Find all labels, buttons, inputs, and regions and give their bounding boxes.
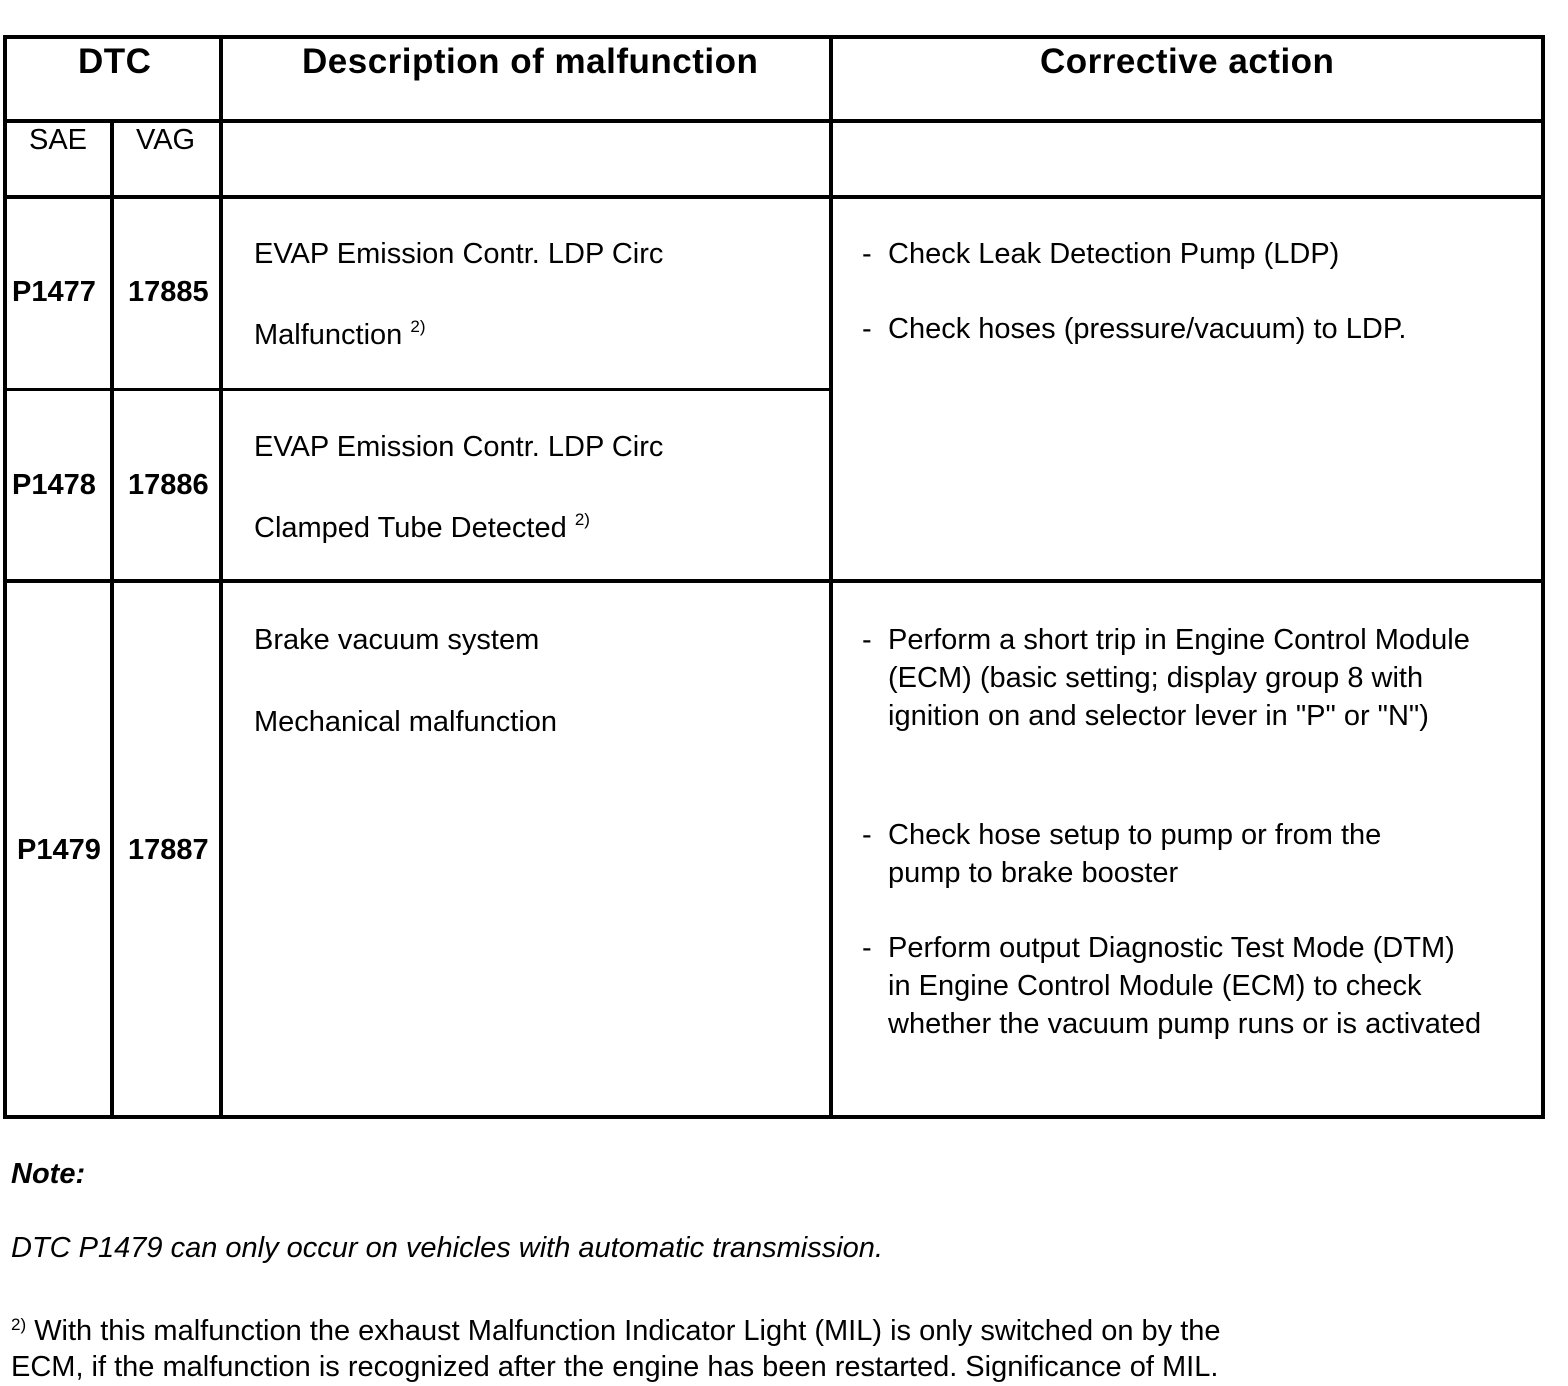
row-2-footnote-ref: 2) [574,510,590,529]
ldp-action-2 [862,310,1462,348]
row-3-description-line1: Brake vacuum system [254,624,540,656]
row-1-description-line2 [254,316,426,354]
brake-action-3-text: Perform output Diagnostic Test Mode (DTM) in Engine Control Module (ECM) to check whether the vacuum pump runs or is activated [888,932,1482,1040]
subheader-divider [3,195,1545,199]
ldp-action-2-text: Check hoses (pressure/vacuum) to LDP. [888,313,1407,345]
row-3-sae-code: P1479 [17,834,101,866]
row-2-sae-code: P1478 [12,469,96,501]
bullet-dash: - [862,238,872,270]
row-1-description-text: Malfunction [254,319,403,351]
subheader-vag: VAG [136,124,196,156]
subheader-sae: SAE [29,124,88,156]
ldp-action-1-text: Check Leak Detection Pump (LDP) [888,238,1340,270]
footnote-line2: ECM, if the malfunction is recognized after the engine has been restarted. Significance of MIL. [11,1351,1219,1383]
bullet-dash: - [862,819,872,851]
table-border-right [1541,35,1545,1119]
row-3-description-line2: Mechanical malfunction [254,706,558,738]
table-border-left [3,35,7,1119]
brake-action-1-text: Perform a short trip in Engine Control Module (ECM) (basic setting; display group 8 with ignition on and selector lever in "P" or "N") [888,624,1470,732]
brake-action-1 [862,621,1472,735]
header-corrective-action: Corrective action [1040,42,1335,81]
header-dtc: DTC [78,42,152,81]
bullet-dash: - [862,624,872,656]
row-divider-2 [3,579,1545,583]
row-1-vag-code: 17885 [128,276,209,308]
header-description: Description of malfunction [302,42,759,81]
footnote [11,1313,1221,1385]
row-3-vag-code: 17887 [128,834,209,866]
row-divider-1 [3,388,832,391]
footnote-marker: 2) [11,1315,27,1334]
brake-action-3 [862,929,1482,1043]
description-action-divider [829,35,833,1119]
row-1-description-line1: EVAP Emission Contr. LDP Circ [254,238,664,270]
note-heading: Note: [11,1158,86,1190]
row-1-footnote-ref: 2) [410,317,426,336]
row-1-sae-code: P1477 [12,276,96,308]
row-2-description-text: Clamped Tube Detected [254,512,567,544]
sae-vag-divider [110,119,114,1119]
row-2-vag-code: 17886 [128,469,209,501]
bullet-dash: - [862,932,872,964]
table-border-bottom [3,1115,1545,1119]
dtc-description-divider [219,35,223,1119]
footnote-line1: With this malfunction the exhaust Malfunction Indicator Light (MIL) is only switched on by the [34,1315,1221,1347]
brake-action-2 [862,816,1422,892]
row-2-description-line1: EVAP Emission Contr. LDP Circ [254,431,664,463]
ldp-action-1 [862,235,1462,273]
brake-action-2-text: Check hose setup to pump or from the pump to brake booster [888,819,1382,889]
header-divider [3,119,1545,123]
note-text: DTC P1479 can only occur on vehicles with automatic transmission. [11,1232,883,1264]
bullet-dash: - [862,313,872,345]
table-border-top [3,35,1545,39]
row-2-description-line2 [254,509,590,547]
